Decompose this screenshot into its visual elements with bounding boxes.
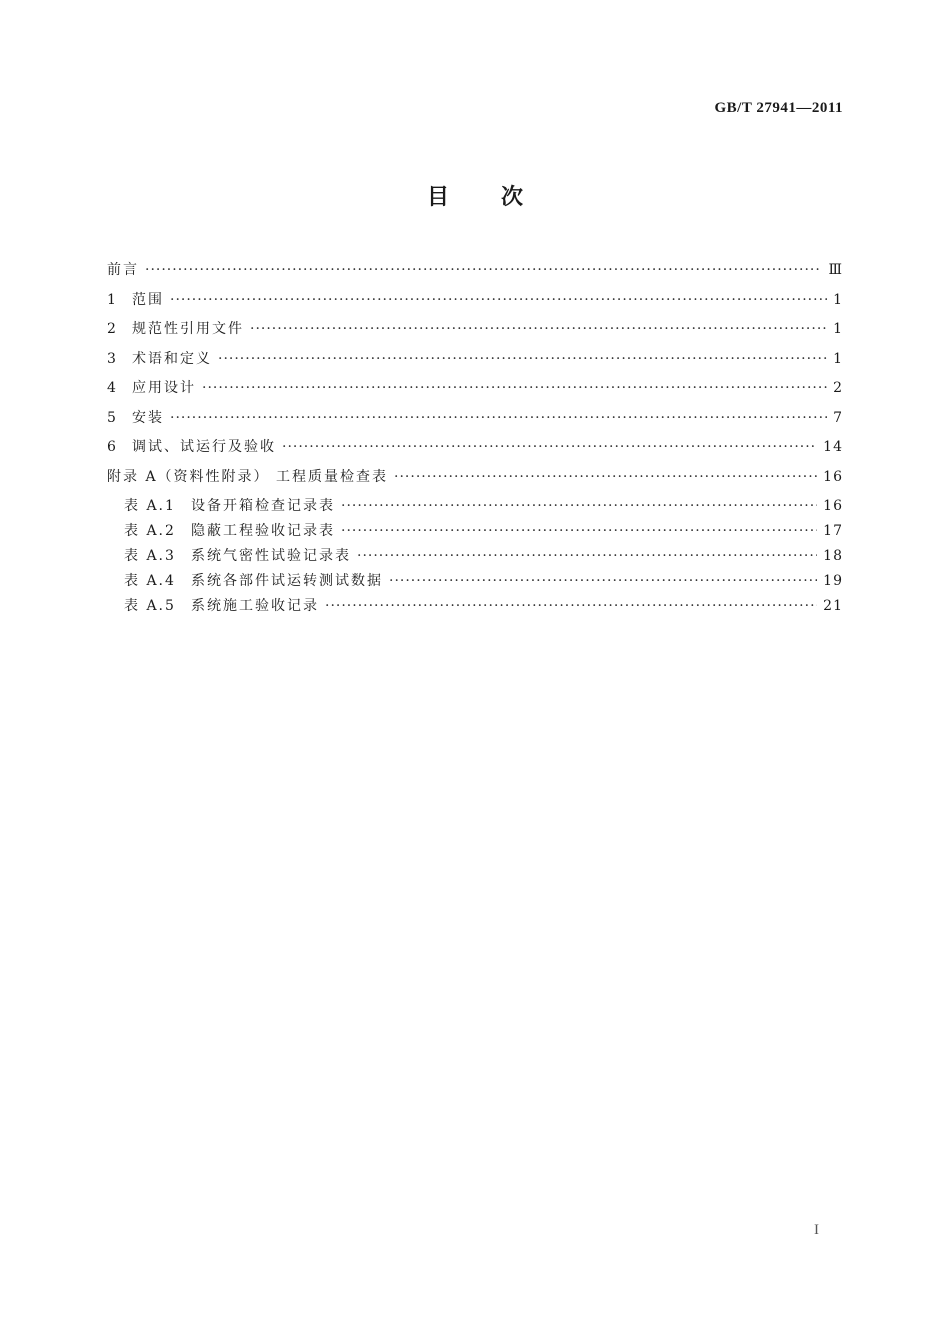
toc-label: 范围 bbox=[132, 291, 164, 308]
toc-label: 系统气密性试验记录表 bbox=[191, 548, 351, 564]
toc-sub-entry-table-a3[interactable] bbox=[107, 545, 843, 570]
toc-sub-entry-table-a4[interactable] bbox=[107, 570, 843, 595]
dot-leader bbox=[170, 292, 827, 308]
toc-page-number: 21 bbox=[823, 598, 843, 614]
toc-table-number: 表 A.5 bbox=[124, 598, 176, 614]
toc-entry-terms-definitions[interactable] bbox=[107, 348, 843, 378]
toc-label: 规范性引用文件 bbox=[132, 321, 244, 337]
toc-entry-appendix-a[interactable] bbox=[107, 466, 843, 496]
toc-label: 设备开箱检查记录表 bbox=[191, 498, 335, 514]
toc-sub-entry-table-a5[interactable] bbox=[107, 595, 843, 620]
toc-entry-commissioning[interactable] bbox=[107, 436, 843, 466]
toc-page-number: 1 bbox=[833, 291, 843, 308]
toc-label: 系统施工验收记录 bbox=[191, 598, 319, 614]
dot-leader bbox=[394, 469, 817, 485]
toc-page-number: 14 bbox=[823, 439, 843, 455]
dot-leader bbox=[170, 410, 827, 426]
toc-page-number: 16 bbox=[823, 498, 843, 514]
dot-leader bbox=[202, 380, 827, 396]
toc-page-number: 1 bbox=[833, 350, 843, 367]
toc-entry-installation[interactable] bbox=[107, 407, 843, 437]
toc-number: 3 bbox=[107, 350, 118, 367]
toc-entry-application-design[interactable] bbox=[107, 377, 843, 407]
toc-page-number: 17 bbox=[823, 523, 843, 539]
toc-page-number: 1 bbox=[833, 321, 843, 337]
toc-label: 调试、试运行及验收 bbox=[132, 439, 276, 455]
toc-page-number: 7 bbox=[833, 409, 843, 426]
toc-table-number: 表 A.1 bbox=[124, 498, 176, 514]
toc-number: 5 bbox=[107, 409, 118, 426]
toc-sub-entry-table-a1[interactable] bbox=[107, 495, 843, 520]
toc-page-number: 2 bbox=[833, 380, 843, 396]
toc-sub-entry-table-a2[interactable] bbox=[107, 520, 843, 545]
dot-leader bbox=[325, 598, 817, 614]
dot-leader bbox=[357, 548, 817, 564]
dot-leader bbox=[341, 498, 817, 514]
toc-number: 1 bbox=[107, 291, 118, 308]
toc-page-number: Ⅲ bbox=[828, 262, 843, 278]
toc-table-number: 表 A.2 bbox=[124, 523, 176, 539]
footer-page-number: I bbox=[814, 1222, 819, 1238]
toc-page-number: 19 bbox=[823, 573, 843, 589]
page-title: 目次 bbox=[426, 185, 575, 210]
toc-page-number: 18 bbox=[823, 548, 843, 564]
toc-table-number: 表 A.4 bbox=[124, 573, 176, 589]
dot-leader bbox=[341, 523, 817, 539]
toc-label: 术语和定义 bbox=[132, 350, 212, 367]
toc-entry-scope[interactable] bbox=[107, 289, 843, 319]
toc-number: 2 bbox=[107, 321, 118, 337]
toc-label: 安装 bbox=[132, 409, 164, 426]
toc-label: 应用设计 bbox=[132, 380, 196, 396]
toc-label: 隐蔽工程验收记录表 bbox=[191, 523, 335, 539]
table-of-contents bbox=[107, 259, 843, 620]
dot-leader bbox=[145, 262, 822, 278]
toc-table-number: 表 A.3 bbox=[124, 548, 176, 564]
toc-entry-foreword[interactable] bbox=[107, 259, 843, 289]
toc-label: 附录 A（资料性附录） 工程质量检查表 bbox=[107, 468, 389, 485]
toc-label: 系统各部件试运转测试数据 bbox=[191, 573, 383, 589]
toc-entry-normative-references[interactable] bbox=[107, 318, 843, 348]
toc-label: 前言 bbox=[107, 262, 139, 278]
standard-code: GB/T 27941—2011 bbox=[714, 100, 843, 116]
dot-leader bbox=[389, 573, 817, 589]
dot-leader bbox=[218, 351, 827, 367]
toc-page-number: 16 bbox=[823, 468, 843, 485]
dot-leader bbox=[250, 321, 827, 337]
toc-number: 6 bbox=[107, 439, 118, 455]
dot-leader bbox=[282, 439, 817, 455]
toc-number: 4 bbox=[107, 380, 118, 396]
